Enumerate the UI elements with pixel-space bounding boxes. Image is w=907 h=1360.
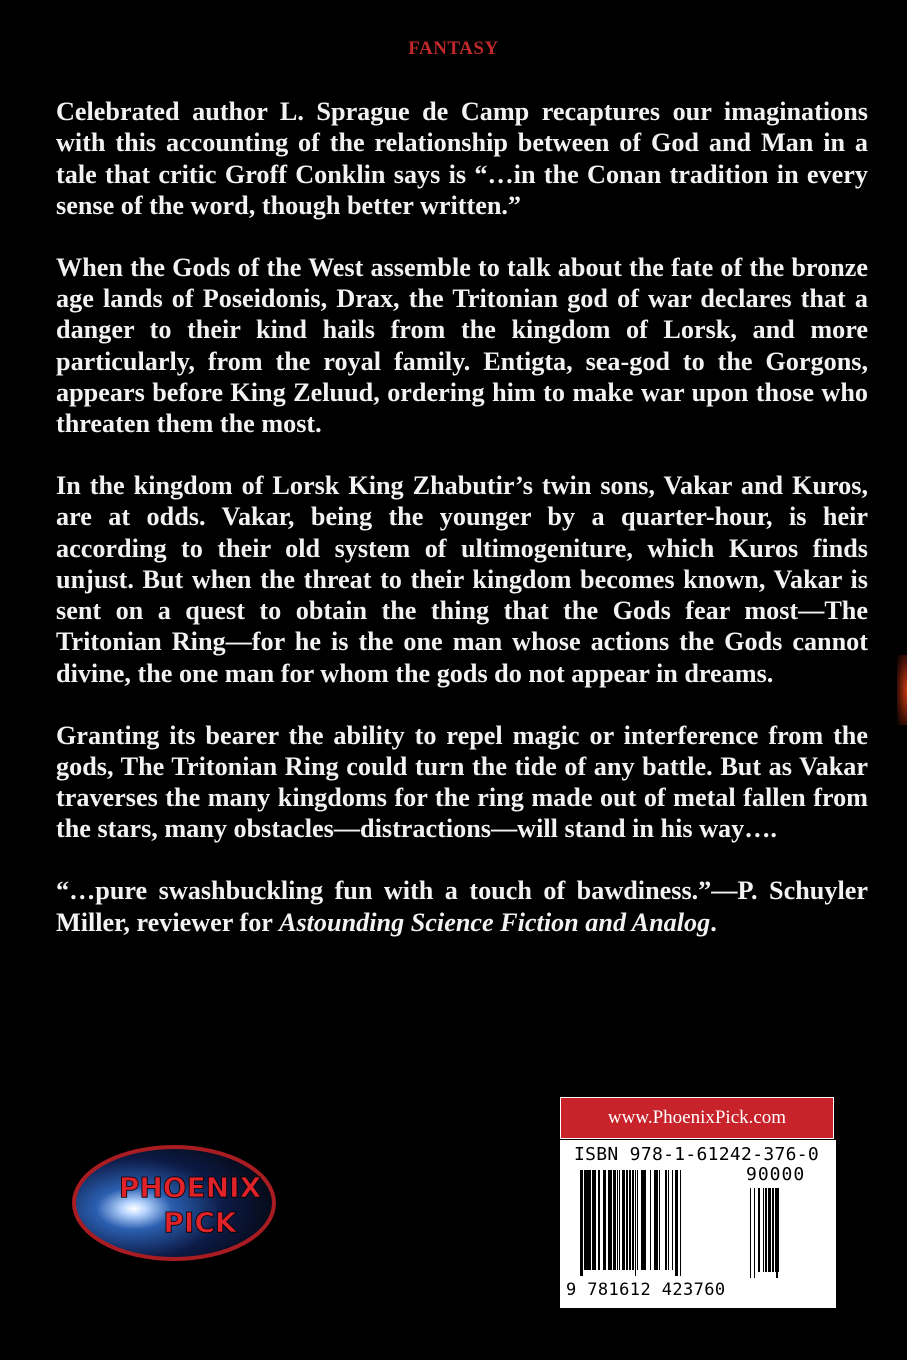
addon-barcode (750, 1188, 822, 1278)
barcode-bar (622, 1170, 625, 1270)
review-quote (56, 875, 868, 938)
barcode-bar (617, 1170, 618, 1270)
barcode-bar (680, 1170, 681, 1276)
review-quote-text: “…pure swashbuckling fun with a touch of bawdiness.”—P. Schuyler Miller, reviewer for (56, 876, 868, 937)
barcode-bar (595, 1170, 596, 1270)
barcode-bar (584, 1170, 587, 1270)
barcode-bar (650, 1170, 651, 1270)
barcode-bar (588, 1170, 591, 1270)
back-cover-blurb (56, 96, 868, 968)
barcode-bar (580, 1170, 583, 1276)
ean-digits: 9 781612 423760 (566, 1280, 726, 1300)
blurb-paragraph-4: Granting its bearer the ability to repel magic or interference from the gods, The Tritonian Ring could turn the tide of any battle. But as Vakar traverses the many kingdoms for the ring made out of metal fallen from the stars, many obstacles—distractions—will stand in his way…. (56, 720, 868, 844)
blurb-paragraph-3: In the kingdom of Lorsk King Zhabutir’s twin sons, Vakar and Kuros, are at odds. Vakar, being the younger by a quarter-hour, is heir according to their old system of ultimogeniture, which Kuros finds unjust. But when the threat to their kingdom becomes known, Vakar is sent on a quest to obtain the thing that the Gods fear most—The Tritonian Ring—for he is the one man whose actions the Gods cannot divine, the one man for whom the gods do not appear in dreams. (56, 470, 868, 688)
logo-word-pick: PICK (163, 1206, 237, 1239)
review-quote-end: . (710, 907, 717, 937)
barcode-bar (768, 1188, 771, 1272)
barcode-bar (665, 1170, 666, 1270)
barcode-bar (763, 1188, 764, 1272)
price-code: 90000 (746, 1164, 806, 1185)
barcode-bar (765, 1188, 767, 1272)
barcode-bar (635, 1170, 636, 1276)
barcode-bar (668, 1170, 669, 1270)
barcode-bar (655, 1170, 658, 1270)
genre-label: FANTASY (408, 38, 499, 59)
barcode-bar (609, 1170, 612, 1270)
barcode-bar (629, 1170, 631, 1270)
barcode-bar (778, 1188, 779, 1272)
barcode-bar (613, 1170, 616, 1270)
review-publication: Astounding Science Fiction and Analog (279, 907, 711, 937)
barcode-bar (758, 1188, 760, 1272)
barcode-bar (750, 1188, 751, 1278)
barcode-bar (675, 1170, 678, 1276)
barcode-bar (637, 1170, 638, 1270)
barcode-bar (754, 1188, 755, 1278)
publisher-website: www.PhoenixPick.com (560, 1097, 834, 1139)
logo-word-phoenix: PHOENIX (118, 1171, 262, 1204)
isbn-barcode-block (560, 1140, 836, 1308)
barcode-bar (775, 1188, 777, 1272)
barcode-bar (632, 1170, 634, 1270)
blurb-paragraph-1: Celebrated author L. Sprague de Camp recaptures our imaginations with this accounting of the relationship between of God and Man in a tale that critic Groff Conklin says is “…in the Conan tradition in every sense of the word, though better written.” (56, 97, 868, 220)
barcode-bar (659, 1170, 660, 1270)
barcode-bar (641, 1170, 642, 1270)
barcode-bar (772, 1188, 774, 1272)
barcode-bar (587, 1170, 588, 1270)
barcode-bar (619, 1170, 620, 1270)
isbn-label: ISBN 978-1-61242-376-0 (574, 1144, 820, 1165)
barcode-bar (603, 1170, 606, 1270)
barcode-bar (666, 1170, 667, 1270)
phoenix-pick-logo (72, 1145, 276, 1261)
edge-glint (897, 655, 907, 725)
blurb-paragraph-2: When the Gods of the West assemble to talk about the fate of the bronze age lands of Poseidonis, Drax, the Tritonian god of war declares that a danger to their kind hails from the kingdom of Lorsk, and more particularly, from the royal family. Entigta, sea-god to the Gorgons, appears before King Zeluud, ordering him to make war upon those who threaten them the most. (56, 252, 868, 439)
barcode-bar (672, 1170, 673, 1270)
barcode-bar (643, 1170, 646, 1270)
ean-barcode (578, 1170, 744, 1278)
barcode-bar (626, 1170, 628, 1270)
barcode-bar (598, 1170, 600, 1270)
barcode-bar (608, 1170, 609, 1270)
